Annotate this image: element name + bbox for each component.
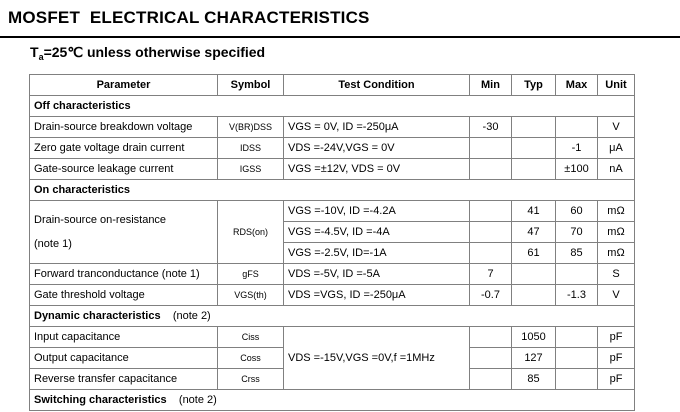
symbol-cell: RDS(on) — [218, 201, 284, 264]
param-text: Drain-source on-resistance — [34, 214, 167, 226]
electrical-characteristics-table — [29, 74, 635, 411]
typ-cell: 85 — [512, 369, 556, 390]
unit-cell: pF — [598, 327, 635, 348]
symbol-cell: IGSS — [218, 159, 284, 180]
section-row-switching — [30, 390, 635, 411]
section-row-dynamic — [30, 306, 635, 327]
max-cell — [556, 348, 598, 369]
temperature-symbol: T — [30, 44, 39, 60]
section-row-on — [30, 180, 635, 201]
condition-cell: VGS =-4.5V, ID =-4A — [284, 222, 470, 243]
typ-cell: 47 — [512, 222, 556, 243]
section-label-on: On characteristics — [30, 180, 635, 201]
max-cell: ±100 — [556, 159, 598, 180]
unit-cell: S — [598, 264, 635, 285]
typ-cell: 127 — [512, 348, 556, 369]
param-cell-rds — [30, 201, 218, 264]
table-row — [30, 138, 635, 159]
param-cell: Reverse transfer capacitance — [30, 369, 218, 390]
max-cell — [556, 327, 598, 348]
typ-cell: 61 — [512, 243, 556, 264]
param-cell: Gate threshold voltage — [30, 285, 218, 306]
param-cell: Forward tranconductance (note 1) — [30, 264, 218, 285]
table-row — [30, 327, 635, 348]
test-condition-note — [30, 44, 265, 61]
col-header-max: Max — [556, 75, 598, 96]
col-header-parameter: Parameter — [30, 75, 218, 96]
unit-cell: mΩ — [598, 201, 635, 222]
unit-cell: V — [598, 117, 635, 138]
section-title: Switching characteristics — [34, 394, 167, 406]
unit-cell: pF — [598, 369, 635, 390]
min-cell: -30 — [470, 117, 512, 138]
condition-cell: VGS =±12V, VDS = 0V — [284, 159, 470, 180]
min-cell — [470, 243, 512, 264]
min-cell: 7 — [470, 264, 512, 285]
heading-rule — [0, 36, 680, 38]
max-cell: 60 — [556, 201, 598, 222]
col-header-min: Min — [470, 75, 512, 96]
unit-cell: mΩ — [598, 243, 635, 264]
section-title: Dynamic characteristics — [34, 310, 161, 322]
condition-cell: VGS =-2.5V, ID=-1A — [284, 243, 470, 264]
min-cell — [470, 327, 512, 348]
param-cell: Input capacitance — [30, 327, 218, 348]
unit-cell: μA — [598, 138, 635, 159]
max-cell: -1 — [556, 138, 598, 159]
section-note: (note 2) — [172, 310, 211, 322]
symbol-cell: Crss — [218, 369, 284, 390]
symbol-cell: Ciss — [218, 327, 284, 348]
min-cell — [470, 159, 512, 180]
section-label-dynamic — [30, 306, 635, 327]
typ-cell — [512, 138, 556, 159]
condition-cell: VGS =-10V, ID =-4.2A — [284, 201, 470, 222]
table-row — [30, 264, 635, 285]
unit-cell: pF — [598, 348, 635, 369]
table-row — [30, 117, 635, 138]
param-cell: Output capacitance — [30, 348, 218, 369]
table-row — [30, 201, 635, 222]
max-cell — [556, 264, 598, 285]
min-cell — [470, 201, 512, 222]
param-cell: Drain-source breakdown voltage — [30, 117, 218, 138]
max-cell: 70 — [556, 222, 598, 243]
condition-cell: VDS =-24V,VGS = 0V — [284, 138, 470, 159]
temperature-subscript: a — [38, 52, 44, 62]
symbol-cell: gFS — [218, 264, 284, 285]
col-header-symbol: Symbol — [218, 75, 284, 96]
param-cell: Zero gate voltage drain current — [30, 138, 218, 159]
header-row — [30, 75, 635, 96]
unit-cell: nA — [598, 159, 635, 180]
typ-cell — [512, 264, 556, 285]
max-cell: -1.3 — [556, 285, 598, 306]
section-note: (note 2) — [178, 394, 217, 406]
col-header-typ: Typ — [512, 75, 556, 96]
section-label-switching — [30, 390, 635, 411]
symbol-cell: IDSS — [218, 138, 284, 159]
condition-cell: VDS =VGS, ID =-250μA — [284, 285, 470, 306]
param-note: (note 1) — [34, 238, 72, 250]
table-row — [30, 159, 635, 180]
min-cell — [470, 138, 512, 159]
min-cell — [470, 222, 512, 243]
typ-cell: 41 — [512, 201, 556, 222]
typ-cell — [512, 285, 556, 306]
unit-cell: mΩ — [598, 222, 635, 243]
condition-cell: VDS =-5V, ID =-5A — [284, 264, 470, 285]
section-label-off: Off characteristics — [30, 96, 635, 117]
condition-text: =25℃ unless otherwise specified — [43, 44, 266, 60]
min-cell — [470, 348, 512, 369]
min-cell: -0.7 — [470, 285, 512, 306]
section-row-off — [30, 96, 635, 117]
condition-cell: VGS = 0V, ID =-250μA — [284, 117, 470, 138]
col-header-unit: Unit — [598, 75, 635, 96]
typ-cell — [512, 159, 556, 180]
typ-cell: 1050 — [512, 327, 556, 348]
col-header-test-condition: Test Condition — [284, 75, 470, 96]
table-row — [30, 285, 635, 306]
max-cell: 85 — [556, 243, 598, 264]
symbol-cell: Coss — [218, 348, 284, 369]
param-cell: Gate-source leakage current — [30, 159, 218, 180]
symbol-cell: VGS(th) — [218, 285, 284, 306]
section-heading: MOSFET ELECTRICAL CHARACTERISTICS — [8, 8, 370, 27]
max-cell — [556, 369, 598, 390]
max-cell — [556, 117, 598, 138]
typ-cell — [512, 117, 556, 138]
unit-cell: V — [598, 285, 635, 306]
min-cell — [470, 369, 512, 390]
condition-cell-dynamic: VDS =-15V,VGS =0V,f =1MHz — [284, 327, 470, 390]
symbol-cell: V(BR)DSS — [218, 117, 284, 138]
